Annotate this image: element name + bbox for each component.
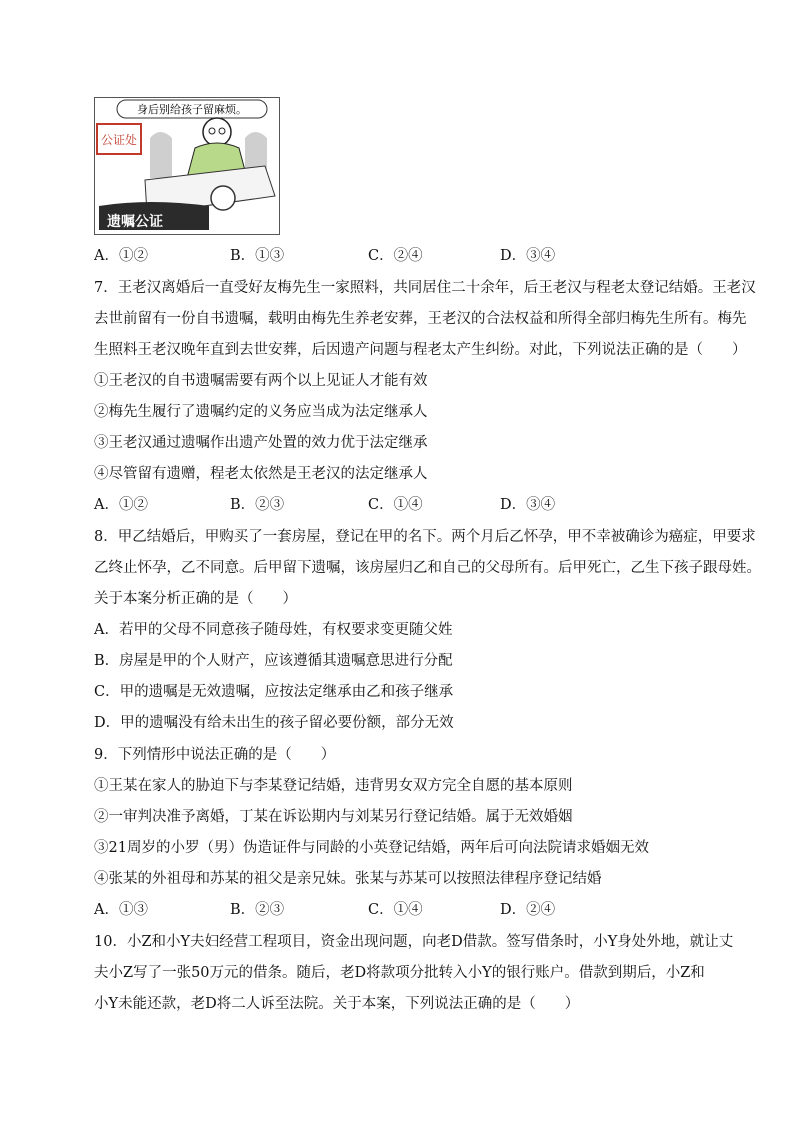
notary-cartoon <box>94 97 280 235</box>
bg-figure-left <box>150 132 172 178</box>
q6-option-a[interactable]: A．①② <box>94 248 148 264</box>
q10-stem-line-1: 10．小Z和小Y夫妇经营工程项目，资金出现问题，向老D借款。签写借条时，小Y身处外地，就让丈 <box>94 934 734 950</box>
q8-stem-line-2: 乙终止怀孕，乙不同意。后甲留下遗嘱，该房屋归乙和自己的父母所有。后甲死亡，乙生下孩子跟母姓。 <box>94 560 761 576</box>
q10-stem-line-3: 小Y未能还款，老D将二人诉至法院。关于本案，下列说法正确的是（ ） <box>94 996 580 1012</box>
q7-item-2: ②梅先生履行了遗嘱约定的义务应当成为法定继承人 <box>94 404 428 420</box>
q9-stem-line-1: 9．下列情形中说法正确的是（ ） <box>94 747 336 763</box>
old-man-head <box>203 118 231 146</box>
q7-item-1: ①王老汉的自书遗嘱需要有两个以上见证人才能有效 <box>94 373 428 389</box>
speech-text: 身后别给孩子留麻烦。 <box>137 103 247 116</box>
q8-option-c[interactable]: C．甲的遗嘱是无效遗嘱，应按法定继承由乙和孩子继承 <box>94 684 454 700</box>
q7-item-3: ③王老汉通过遗嘱作出遗产处置的效力优于法定继承 <box>94 435 428 451</box>
q7-stem-line-3: 生照料王老汉晚年直到去世安葬，后因遗产问题与程老太产生纠纷。对此，下列说法正确的是（ ） <box>94 342 747 358</box>
document-seal <box>211 186 235 210</box>
q8-option-d[interactable]: D．甲的遗嘱没有给未出生的孩子留必要份额，部分无效 <box>94 715 454 731</box>
q10-stem-line-2: 夫小Z写了一张50万元的借条。随后，老D将款项分批转入小Y的银行账户。借款到期后，小Z和 <box>94 965 705 981</box>
q9-item-4: ④张某的外祖母和苏某的祖父是亲兄妹。张某与苏某可以按照法律程序登记结婚 <box>94 871 602 887</box>
q7-item-4: ④尽管留有遗赠，程老太依然是王老汉的法定继承人 <box>94 466 428 482</box>
notary-sign-text: 公证处 <box>100 133 138 147</box>
q9-option-d[interactable]: D．②④ <box>500 902 556 918</box>
q7-option-b[interactable]: B．②③ <box>230 497 285 513</box>
q6-option-c[interactable]: C．②④ <box>368 248 423 264</box>
q8-option-b[interactable]: B．房屋是甲的个人财产，应该遵循其遗嘱意思进行分配 <box>94 653 453 669</box>
q7-stem-line-1: 7．王老汉离婚后一直受好友梅先生一家照料，共同居住二十余年，后王老汉与程老太登记结婚。王老汉 <box>94 280 756 296</box>
q8-stem-line-1: 8．甲乙结婚后，甲购买了一套房屋，登记在甲的名下。两个月后乙怀孕，甲不幸被确诊为癌症，甲要求 <box>94 529 756 545</box>
q9-item-1: ①王某在家人的胁迫下与李某登记结婚，违背男女双方完全自愿的基本原则 <box>94 778 573 794</box>
q8-stem-line-3: 关于本案分析正确的是（ ） <box>94 591 297 607</box>
q9-option-a[interactable]: A．①③ <box>94 902 148 918</box>
q9-item-2: ②一审判决准予离婚，丁某在诉讼期内与刘某另行登记结婚。属于无效婚姻 <box>94 809 573 825</box>
cartoon-drawing <box>95 98 279 234</box>
q6-option-b[interactable]: B．①③ <box>230 248 285 264</box>
q9-item-3: ③21周岁的小罗（男）伪造证件与同龄的小英登记结婚，两年后可向法院请求婚姻无效 <box>94 840 649 856</box>
q7-stem-line-2: 去世前留有一份自书遗嘱，载明由梅先生养老安葬，王老汉的合法权益和所得全部归梅先生所有。梅先 <box>94 311 747 327</box>
q7-option-d[interactable]: D．③④ <box>500 497 556 513</box>
q9-option-b[interactable]: B．②③ <box>230 902 285 918</box>
q7-option-c[interactable]: C．①④ <box>368 497 423 513</box>
q8-option-a[interactable]: A．若甲的父母不同意孩子随母姓，有权要求变更随父姓 <box>94 622 453 638</box>
q7-option-a[interactable]: A．①② <box>94 497 148 513</box>
will-banner-text: 遗嘱公证 <box>107 214 163 230</box>
q6-option-d[interactable]: D．③④ <box>500 248 556 264</box>
q9-option-c[interactable]: C．①④ <box>368 902 423 918</box>
